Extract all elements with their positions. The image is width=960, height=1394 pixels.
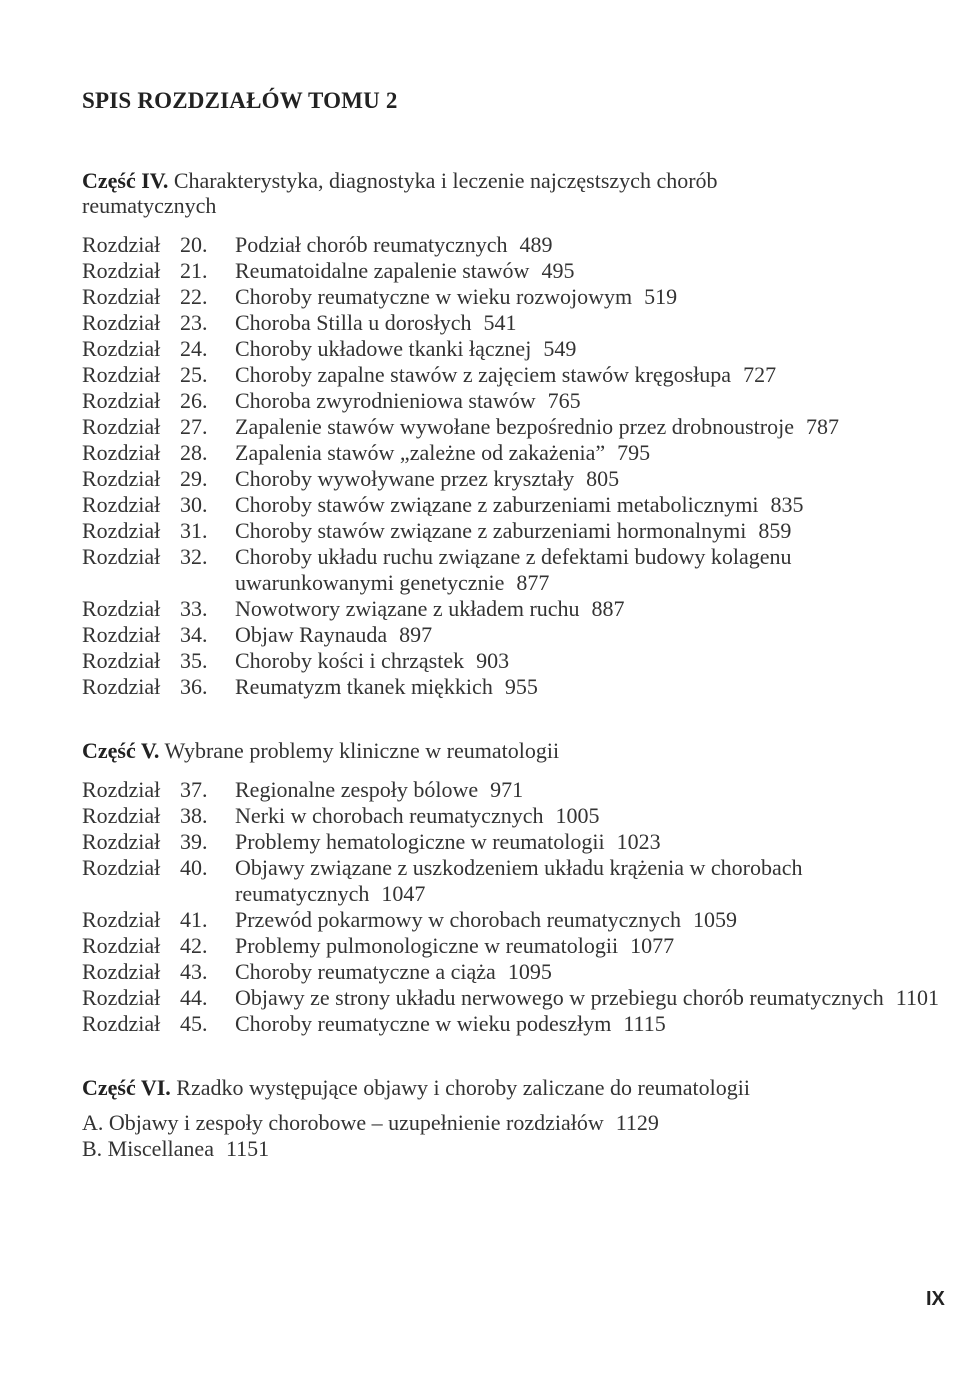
chapter-number: 30.: [180, 492, 208, 517]
chapter-title-wrap: [235, 777, 942, 803]
chapter-number: 24.: [180, 336, 208, 361]
chapter-row: [82, 596, 942, 622]
chapter-label: Rozdział: [82, 544, 161, 569]
page-number: 787: [805, 414, 839, 439]
chapter-title: Choroby układowe tkanki łącznej: [235, 336, 532, 361]
chapter-label: Rozdział: [82, 933, 161, 958]
chapter-row: [82, 959, 942, 985]
part-title: Rzadko występujące objawy i choroby zaliczane do reumatologii: [176, 1075, 750, 1100]
chapter-row: [82, 336, 942, 362]
chapter-label: Rozdział: [82, 466, 161, 491]
chapter-label: Rozdział: [82, 336, 161, 361]
chapter-number: 23.: [180, 310, 208, 335]
chapter-number: 32.: [180, 544, 208, 569]
chapter-title: Objawy związane z uszkodzeniem układu krążenia w chorobach reumatycznych: [235, 855, 803, 906]
chapter-number: 37.: [180, 777, 208, 802]
part-title: Wybrane problemy kliniczne w reumatologii: [164, 738, 560, 763]
chapter-row: [82, 674, 942, 700]
chapter-title-wrap: [235, 284, 942, 310]
appendix-title: B. Miscellanea: [82, 1136, 214, 1161]
chapter-number: 29.: [180, 466, 208, 491]
chapter-row: [82, 466, 942, 492]
chapter-row: [82, 284, 942, 310]
chapter-label: Rozdział: [82, 362, 161, 387]
page-number: 887: [591, 596, 625, 621]
chapter-title-wrap: [235, 674, 942, 700]
chapter-row: [82, 492, 942, 518]
part-label: Część V.: [82, 738, 160, 763]
part-heading: [82, 738, 942, 763]
chapter-number: 41.: [180, 907, 208, 932]
chapter-row: [82, 518, 942, 544]
chapter-title-wrap: [235, 414, 942, 440]
page-number: 971: [490, 777, 524, 802]
page-number: 1005: [555, 803, 600, 828]
page-number: 489: [519, 232, 553, 257]
chapter-list: [82, 232, 942, 700]
chapter-title-wrap: [235, 336, 942, 362]
chapter-title: Reumatyzm tkanek miękkich: [235, 674, 493, 699]
page-number: 1151: [225, 1136, 270, 1161]
chapter-number: 25.: [180, 362, 208, 387]
chapter-title-wrap: [235, 544, 942, 596]
chapter-number: 22.: [180, 284, 208, 309]
chapter-title-wrap: [235, 466, 942, 492]
page-number: 1115: [623, 1011, 666, 1036]
part-label: Część IV.: [82, 168, 169, 193]
chapter-title-wrap: [235, 985, 942, 1011]
chapter-title: Nerki w chorobach reumatycznych: [235, 803, 544, 828]
chapter-title: Choroby stawów związane z zaburzeniami metabolicznymi: [235, 492, 759, 517]
chapter-number: 36.: [180, 674, 208, 699]
chapter-label: Rozdział: [82, 232, 161, 257]
chapter-label: Rozdział: [82, 674, 161, 699]
chapter-row: [82, 232, 942, 258]
page-number: 795: [617, 440, 651, 465]
chapter-number: 44.: [180, 985, 208, 1010]
chapter-number: 38.: [180, 803, 208, 828]
chapter-title-wrap: [235, 907, 942, 933]
chapter-number: 26.: [180, 388, 208, 413]
chapter-label: Rozdział: [82, 414, 161, 439]
chapter-title: Podział chorób reumatycznych: [235, 232, 508, 257]
page-title: SPIS ROZDZIAŁÓW TOMU 2: [82, 88, 398, 113]
chapter-row: [82, 985, 942, 1011]
page-number: 877: [516, 570, 550, 595]
page-number: 955: [504, 674, 538, 699]
page-number: 897: [399, 622, 433, 647]
chapter-row: [82, 1011, 942, 1037]
part-title: Charakterystyka, diagnostyka i leczenie najczęstszych chorób reumatycznych: [82, 168, 718, 218]
chapter-title: Przewód pokarmowy w chorobach reumatycznych: [235, 907, 681, 932]
chapter-row: [82, 855, 942, 907]
page-number: 1059: [692, 907, 737, 932]
chapter-label: Rozdział: [82, 648, 161, 673]
chapter-number: 21.: [180, 258, 208, 283]
chapter-label: Rozdział: [82, 959, 161, 984]
chapter-label: Rozdział: [82, 803, 161, 828]
chapter-label: Rozdział: [82, 907, 161, 932]
chapter-number: 33.: [180, 596, 208, 621]
chapter-title-wrap: [235, 648, 942, 674]
chapter-title: Choroby kości i chrząstek: [235, 648, 465, 673]
chapter-title-wrap: [235, 622, 942, 648]
chapter-number: 35.: [180, 648, 208, 673]
chapter-title: Choroby reumatyczne a ciąża: [235, 959, 496, 984]
chapter-title: Regionalne zespoły bólowe: [235, 777, 479, 802]
chapter-number: 45.: [180, 1011, 208, 1036]
chapter-row: [82, 414, 942, 440]
page-number: 1023: [616, 829, 661, 854]
appendix-title: A. Objawy i zespoły chorobowe – uzupełnienie rozdziałów: [82, 1110, 604, 1135]
chapter-title: Problemy pulmonologiczne w reumatologii: [235, 933, 619, 958]
chapter-title: Objawy ze strony układu nerwowego w przebiegu chorób reumatycznych: [235, 985, 884, 1010]
chapter-label: Rozdział: [82, 1011, 161, 1036]
chapter-number: 42.: [180, 933, 208, 958]
page-number: 1129: [615, 1110, 659, 1135]
chapter-title-wrap: [235, 829, 942, 855]
chapter-row: [82, 777, 942, 803]
chapter-row: [82, 388, 942, 414]
page-number: 1077: [630, 933, 675, 958]
chapter-row: [82, 648, 942, 674]
chapter-number: 31.: [180, 518, 208, 543]
table-of-contents: [82, 86, 942, 1162]
appendix-item: [82, 1110, 942, 1136]
part-label: Część VI.: [82, 1075, 171, 1100]
appendix-list: [82, 1110, 942, 1162]
page-number: 541: [483, 310, 517, 335]
page-number: 805: [586, 466, 620, 491]
chapter-title: Objaw Raynauda: [235, 622, 388, 647]
page-number: 495: [541, 258, 575, 283]
chapter-number: 34.: [180, 622, 208, 647]
appendix-item: [82, 1136, 942, 1162]
chapter-label: Rozdział: [82, 258, 161, 283]
chapter-title-wrap: [235, 232, 942, 258]
page-number: 549: [543, 336, 577, 361]
chapter-row: [82, 907, 942, 933]
chapter-row: [82, 362, 942, 388]
chapter-row: [82, 829, 942, 855]
chapter-number: 28.: [180, 440, 208, 465]
page-number: 519: [644, 284, 678, 309]
chapter-title-wrap: [235, 518, 942, 544]
chapter-number: 27.: [180, 414, 208, 439]
chapter-label: Rozdział: [82, 855, 161, 880]
chapter-title-wrap: [235, 596, 942, 622]
chapter-title-wrap: [235, 492, 942, 518]
page-number: 1095: [507, 959, 552, 984]
chapter-number: 40.: [180, 855, 208, 880]
chapter-label: Rozdział: [82, 440, 161, 465]
chapter-list: [82, 777, 942, 1037]
chapter-title-wrap: [235, 803, 942, 829]
chapter-title-wrap: [235, 855, 942, 907]
chapter-label: Rozdział: [82, 388, 161, 413]
chapter-title-wrap: [235, 388, 942, 414]
chapter-title-wrap: [235, 258, 942, 284]
page-number: 727: [743, 362, 777, 387]
page-number: 859: [758, 518, 792, 543]
part-heading: [82, 168, 842, 218]
chapter-title: Choroby reumatyczne w wieku podeszłym: [235, 1011, 612, 1036]
chapter-row: [82, 933, 942, 959]
part-heading: [82, 1075, 942, 1100]
chapter-title: Choroby stawów związane z zaburzeniami hormonalnymi: [235, 518, 747, 543]
chapter-title-wrap: [235, 362, 942, 388]
chapter-title: Nowotwory związane z układem ruchu: [235, 596, 580, 621]
chapter-title: Zapalenie stawów wywołane bezpośrednio przez drobnoustroje: [235, 414, 794, 439]
chapter-title: Choroby reumatyczne w wieku rozwojowym: [235, 284, 633, 309]
page-number: 765: [547, 388, 581, 413]
chapter-number: 39.: [180, 829, 208, 854]
chapter-row: [82, 622, 942, 648]
chapter-label: Rozdział: [82, 829, 161, 854]
chapter-title: Problemy hematologiczne w reumatologii: [235, 829, 605, 854]
chapter-title: Reumatoidalne zapalenie stawów: [235, 258, 530, 283]
chapter-row: [82, 258, 942, 284]
chapter-number: 43.: [180, 959, 208, 984]
chapter-label: Rozdział: [82, 284, 161, 309]
chapter-row: [82, 544, 942, 596]
chapter-title: Zapalenia stawów „zależne od zakażenia”: [235, 440, 606, 465]
page-number: 1047: [381, 881, 426, 906]
chapter-label: Rozdział: [82, 518, 161, 543]
page-number: 903: [476, 648, 510, 673]
chapter-title-wrap: [235, 440, 942, 466]
chapter-number: 20.: [180, 232, 208, 257]
chapter-label: Rozdział: [82, 310, 161, 335]
chapter-title: Choroby zapalne stawów z zajęciem stawów kręgosłupa: [235, 362, 732, 387]
chapter-label: Rozdział: [82, 492, 161, 517]
chapter-label: Rozdział: [82, 622, 161, 647]
chapter-title-wrap: [235, 933, 942, 959]
chapter-title: Choroba zwyrodnieniowa stawów: [235, 388, 536, 413]
page-folio: IX: [926, 1288, 945, 1310]
chapter-title: Choroby układu ruchu związane z defektami budowy kolagenu uwarunkowanymi genetycznie: [235, 544, 792, 595]
page-number: 835: [770, 492, 804, 517]
chapter-row: [82, 803, 942, 829]
page-number: 1101: [895, 985, 939, 1010]
chapter-label: Rozdział: [82, 985, 161, 1010]
chapter-label: Rozdział: [82, 777, 161, 802]
chapter-title-wrap: [235, 310, 942, 336]
chapter-title: Choroby wywoływane przez kryształy: [235, 466, 575, 491]
chapter-label: Rozdział: [82, 596, 161, 621]
chapter-title: Choroba Stilla u dorosłych: [235, 310, 472, 335]
chapter-title-wrap: [235, 959, 942, 985]
chapter-row: [82, 440, 942, 466]
chapter-title-wrap: [235, 1011, 942, 1037]
chapter-row: [82, 310, 942, 336]
